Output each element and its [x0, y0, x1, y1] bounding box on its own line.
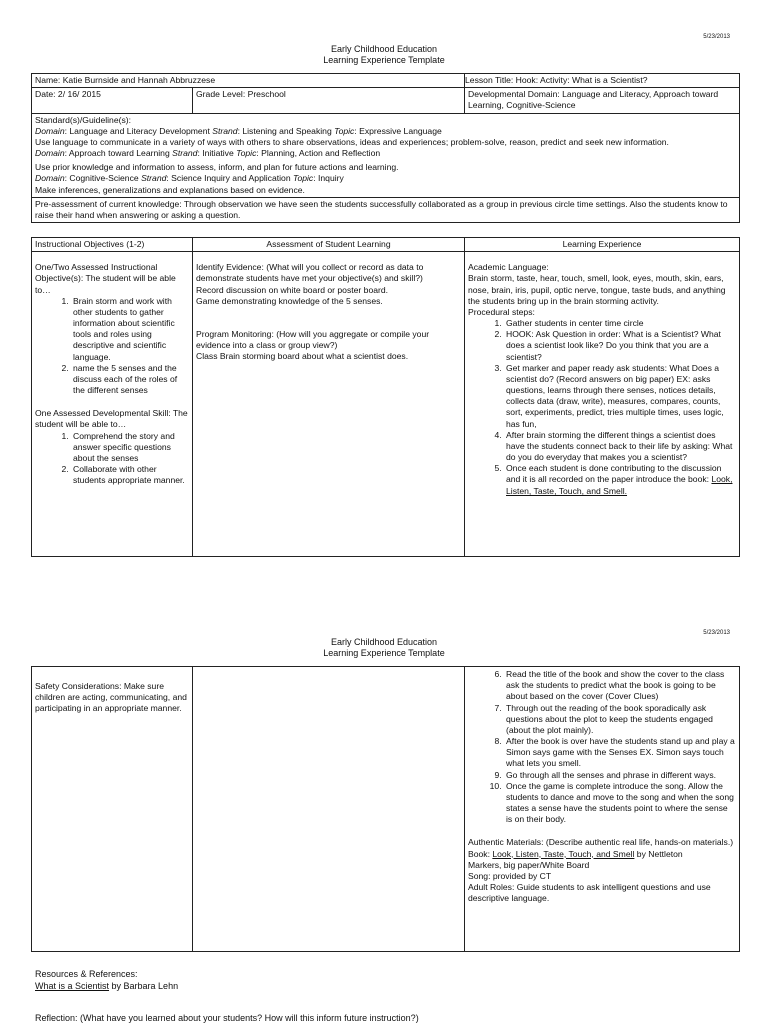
monitoring-label: Program Monitoring: (How will you aggregate or compile your evidence into a class or group view?) [196, 328, 430, 351]
reflection-line: Reflection: (What have you learned about your students? How will this inform future instruction?) [35, 1013, 419, 1023]
standards-cell [32, 113, 740, 197]
dev-skill-item: 1. Comprehend the story and answer specific questions about the senses [71, 431, 189, 465]
page2-date: 5/23/2013 [703, 630, 730, 636]
page2-main-table [31, 666, 740, 952]
safety-text: Safety Considerations: Make sure children are acting, communicating, and participating in an appropriate manner. [35, 681, 187, 714]
objective-item: 2. name the 5 senses and the discuss each of the roles of the different senses [71, 363, 189, 397]
objectives-intro: One/Two Assessed Instructional Objective(s): The student will be able to… [35, 262, 176, 295]
resource-title: What is a Scientist [35, 980, 110, 991]
col-header-learning: Learning Experience [465, 238, 740, 252]
page1-header-line1: Early Childhood Education [330, 44, 438, 54]
lesson-title-cell: Lesson Title: Hook: Activity: What is a Scientist? [465, 74, 740, 88]
page1-header [0, 44, 768, 67]
page1-header-line2: Learning Experience Template [323, 55, 445, 66]
page1-main-table [31, 237, 740, 557]
procedural-step: 9. Go through all the senses and phrase in different ways. [504, 770, 736, 781]
materials-song: Song: provided by CT [468, 870, 552, 881]
standards-heading: Standard(s)/Guideline(s): [35, 114, 132, 125]
objective-item: 1. Brain storm and work with other students to gather information about scientific tools and roles using descriptive and scientific language. [71, 296, 189, 363]
resource-item: What is a Scientist by Barbara Lehn [35, 980, 179, 991]
page2-header-line2: Learning Experience Template [323, 648, 445, 659]
procedural-step: 7. Through out the reading of the book sporadically ask questions about the plot to keep the students engaged (about the plot mainly). [504, 703, 736, 737]
page1-info-table [31, 73, 740, 223]
procedural-step: 2. HOOK: Ask Question in order: What is a Scientist? What does a scientist look like? Do you think that you are a scientist? [504, 329, 736, 363]
book-title-link: Look, Listen, Taste, Touch, and Smell. [506, 474, 733, 496]
procedural-step: 1. Gather students in center time circle [504, 318, 736, 329]
col-header-objectives: Instructional Objectives (1-2) [32, 238, 193, 252]
procedural-label: Procedural steps: [468, 306, 535, 317]
assessment-cell [193, 252, 465, 557]
name-cell: Name: Katie Burnside and Hannah Abbruzzese [32, 74, 465, 88]
preassessment-cell: Pre-assessment of current knowledge: Through observation we have seen the students successfully collaborated as a group in previous circle time settings. Also the students know to raise their hand when answering or asking a question. [32, 197, 740, 222]
safety-cell [32, 667, 193, 952]
standard-3-line: Domain: Cognitive-Science Strand: Science Inquiry and Application Topic: Inquiry [35, 173, 344, 184]
dev-skill-item: 2. Collaborate with other students appropriate manner. [71, 464, 189, 486]
learning-cell-2 [465, 667, 740, 952]
materials-book-title: Look, Listen, Taste, Touch, and Smell [492, 848, 635, 859]
evidence-1: Record discussion on white board or poster board. [196, 284, 389, 295]
procedural-step: 5. Once each student is done contributing to the discussion and it is all recorded on the paper introduce the book: Look, Listen, Taste, Touch, and Smell. [504, 463, 736, 497]
learning-cell [465, 252, 740, 557]
dev-domain-cell: Developmental Domain: Language and Literacy, Approach toward Learning, Cognitive-Science [465, 88, 740, 113]
materials-book-line2: Markers, big paper/White Board [468, 859, 590, 870]
procedural-step: 4. After brain storming the different things a scientist does have the students connect back to their life by asking: What do you do everyday that makes you a scientist? [504, 430, 736, 464]
standard-2-line: Domain: Approach toward Learning Strand: Initiative Topic: Planning, Action and Reflection [35, 148, 381, 159]
grade-level-cell: Grade Level: Preschool [193, 88, 465, 113]
procedural-step: 8. After the book is over have the students stand up and play a Simon says game with the Senses EX. Simon says touch what lets you smell. [504, 736, 736, 770]
materials-label: Authentic Materials: (Describe authentic real life, hands-on materials.) [468, 837, 734, 848]
page2-header-line1: Early Childhood Education [330, 637, 438, 647]
procedural-step: 3. Get marker and paper ready ask students: What Does a scientist do? (Record answers on big paper) EX: asks questions, learns through there senses, notices details, collects data (draw, write), measures, compares, counts, sort, experiments, predict, tries multiple times, uses logic, has fun, [504, 363, 736, 430]
standard-1-text: Use language to communicate in a variety of ways with others to share observations, ideas and experiences; problem-solve, reason, predict and seek new information. [35, 136, 669, 147]
materials-book: Book: Look, Listen, Taste, Touch, and Smell by Nettleton [468, 848, 683, 859]
standard-3-text: Make inferences, generalizations and explanations based on evidence. [35, 184, 305, 195]
objectives-cell [32, 252, 193, 557]
assessment-cell-2 [193, 667, 465, 952]
page1-date: 5/23/2013 [703, 34, 730, 40]
academic-text: Brain storm, taste, hear, touch, smell, look, eyes, mouth, skin, ears, nose, brain, iris, pupil, optic nerve, tongue, taste buds, and anything the students bring up in the brain storming activity. [468, 273, 726, 306]
procedural-step: 6. Read the title of the book and show the cover to the class ask the students to predict what the book is going to be about based on the cover (Cover Clues) [504, 669, 736, 703]
resources-section [35, 969, 178, 992]
resources-label: Resources & References: [35, 969, 138, 979]
evidence-2: Game demonstrating knowledge of the 5 senses. [196, 295, 383, 306]
col-header-assessment: Assessment of Student Learning [193, 238, 465, 252]
page2-header [0, 637, 768, 660]
date-cell: Date: 2/ 16/ 2015 [32, 88, 193, 113]
adult-roles: Adult Roles: Guide students to ask intelligent questions and use descriptive language. [468, 882, 711, 904]
academic-label: Academic Language: [468, 262, 549, 273]
standard-2-text: Use prior knowledge and information to assess, inform, and plan for future actions and learning. [35, 162, 399, 173]
monitoring-text: Class Brain storming board about what a scientist does. [196, 351, 409, 362]
evidence-label: Identify Evidence: (What will you collect or record as data to demonstrate students have met your objective(s) and skill?) [196, 262, 424, 284]
procedural-step: 10. Once the game is complete introduce the song. Allow the students to dance and move to the song and when the song states a sense have the students point to where the sense is on their body. [504, 781, 736, 826]
dev-skill-intro: One Assessed Developmental Skill: The student will be able to… [35, 408, 188, 430]
standard-1-line: Domain: Language and Literacy Development Strand: Listening and Speaking Topic: Expressive Language [35, 125, 442, 136]
